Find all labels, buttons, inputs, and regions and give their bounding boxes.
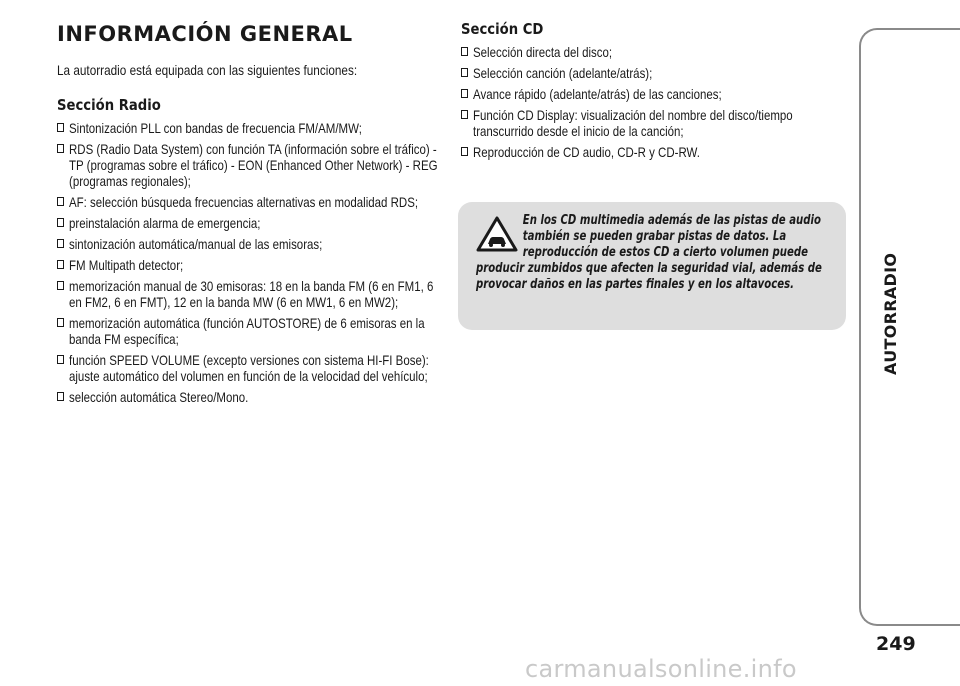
radio-section xyxy=(57,96,447,410)
list-item: AF: selección búsqueda frecuencias alternativas en modalidad RDS; xyxy=(57,194,447,210)
list-item: Sintonización PLL con bandas de frecuencia FM/AM/MW; xyxy=(57,120,447,136)
intro-text: La autorradio está equipada con las siguientes funciones: xyxy=(57,62,358,78)
cd-feature-list xyxy=(461,44,851,160)
list-item: Selección directa del disco; xyxy=(461,44,851,60)
list-item: FM Multipath detector; xyxy=(57,257,447,273)
list-item: Selección canción (adelante/atrás); xyxy=(461,65,851,81)
list-item: RDS (Radio Data System) con función TA (información sobre el tráfico) - TP (programas sobre el tráfico) - EON (Enhanced Other Network) - REG (programas regionales); xyxy=(57,141,447,189)
checkbox-bullet-icon xyxy=(57,239,64,248)
page-title: INFORMACIÓN GENERAL xyxy=(57,22,353,46)
list-item: selección automática Stereo/Mono. xyxy=(57,389,447,405)
chapter-label: AUTORRADIO xyxy=(881,252,900,375)
checkbox-bullet-icon xyxy=(57,218,64,227)
checkbox-bullet-icon xyxy=(461,47,468,56)
warning-text: En los CD multimedia además de las pistas de audio también se pueden grabar pistas de datos. La reproducción de estos CD a cierto volumen puede producir zumbidos que afecten la seguridad vial, además de provocar daños en las partes finales y en los altavoces. xyxy=(476,213,822,292)
list-item: memorización manual de 30 emisoras: 18 en la banda FM (6 en FM1, 6 en FM2, 6 en FMT), 12 en la banda MW (6 en MW1, 6 en MW2); xyxy=(57,278,447,310)
checkbox-bullet-icon xyxy=(57,123,64,132)
checkbox-bullet-icon xyxy=(57,281,64,290)
checkbox-bullet-icon xyxy=(57,260,64,269)
warning-box xyxy=(458,202,846,330)
checkbox-bullet-icon xyxy=(57,355,64,364)
list-item: sintonización automática/manual de las emisoras; xyxy=(57,236,447,252)
watermark: carmanualsonline.info xyxy=(525,655,797,683)
checkbox-bullet-icon xyxy=(461,110,468,119)
checkbox-bullet-icon xyxy=(461,68,468,77)
chapter-side-tab xyxy=(859,28,960,626)
checkbox-bullet-icon xyxy=(461,89,468,98)
cd-section-heading: Sección CD xyxy=(461,20,544,38)
page-number: 249 xyxy=(876,633,916,655)
list-item: Función CD Display: visualización del nombre del disco/tiempo transcurrido desde el inicio de la canción; xyxy=(461,107,851,139)
checkbox-bullet-icon xyxy=(57,392,64,401)
list-item: preinstalación alarma de emergencia; xyxy=(57,215,447,231)
cd-section xyxy=(461,20,851,165)
list-item: Avance rápido (adelante/atrás) de las canciones; xyxy=(461,86,851,102)
radio-feature-list xyxy=(57,120,447,405)
checkbox-bullet-icon xyxy=(57,144,64,153)
radio-section-heading: Sección Radio xyxy=(57,96,161,114)
checkbox-bullet-icon xyxy=(57,197,64,206)
list-item: Reproducción de CD audio, CD-R y CD-RW. xyxy=(461,144,851,160)
checkbox-bullet-icon xyxy=(57,318,64,327)
list-item: función SPEED VOLUME (excepto versiones con sistema HI-FI Bose): ajuste automático del volumen en función de la velocidad del vehículo; xyxy=(57,352,447,384)
list-item: memorización automática (función AUTOSTORE) de 6 emisoras en la banda FM específica; xyxy=(57,315,447,347)
checkbox-bullet-icon xyxy=(461,147,468,156)
